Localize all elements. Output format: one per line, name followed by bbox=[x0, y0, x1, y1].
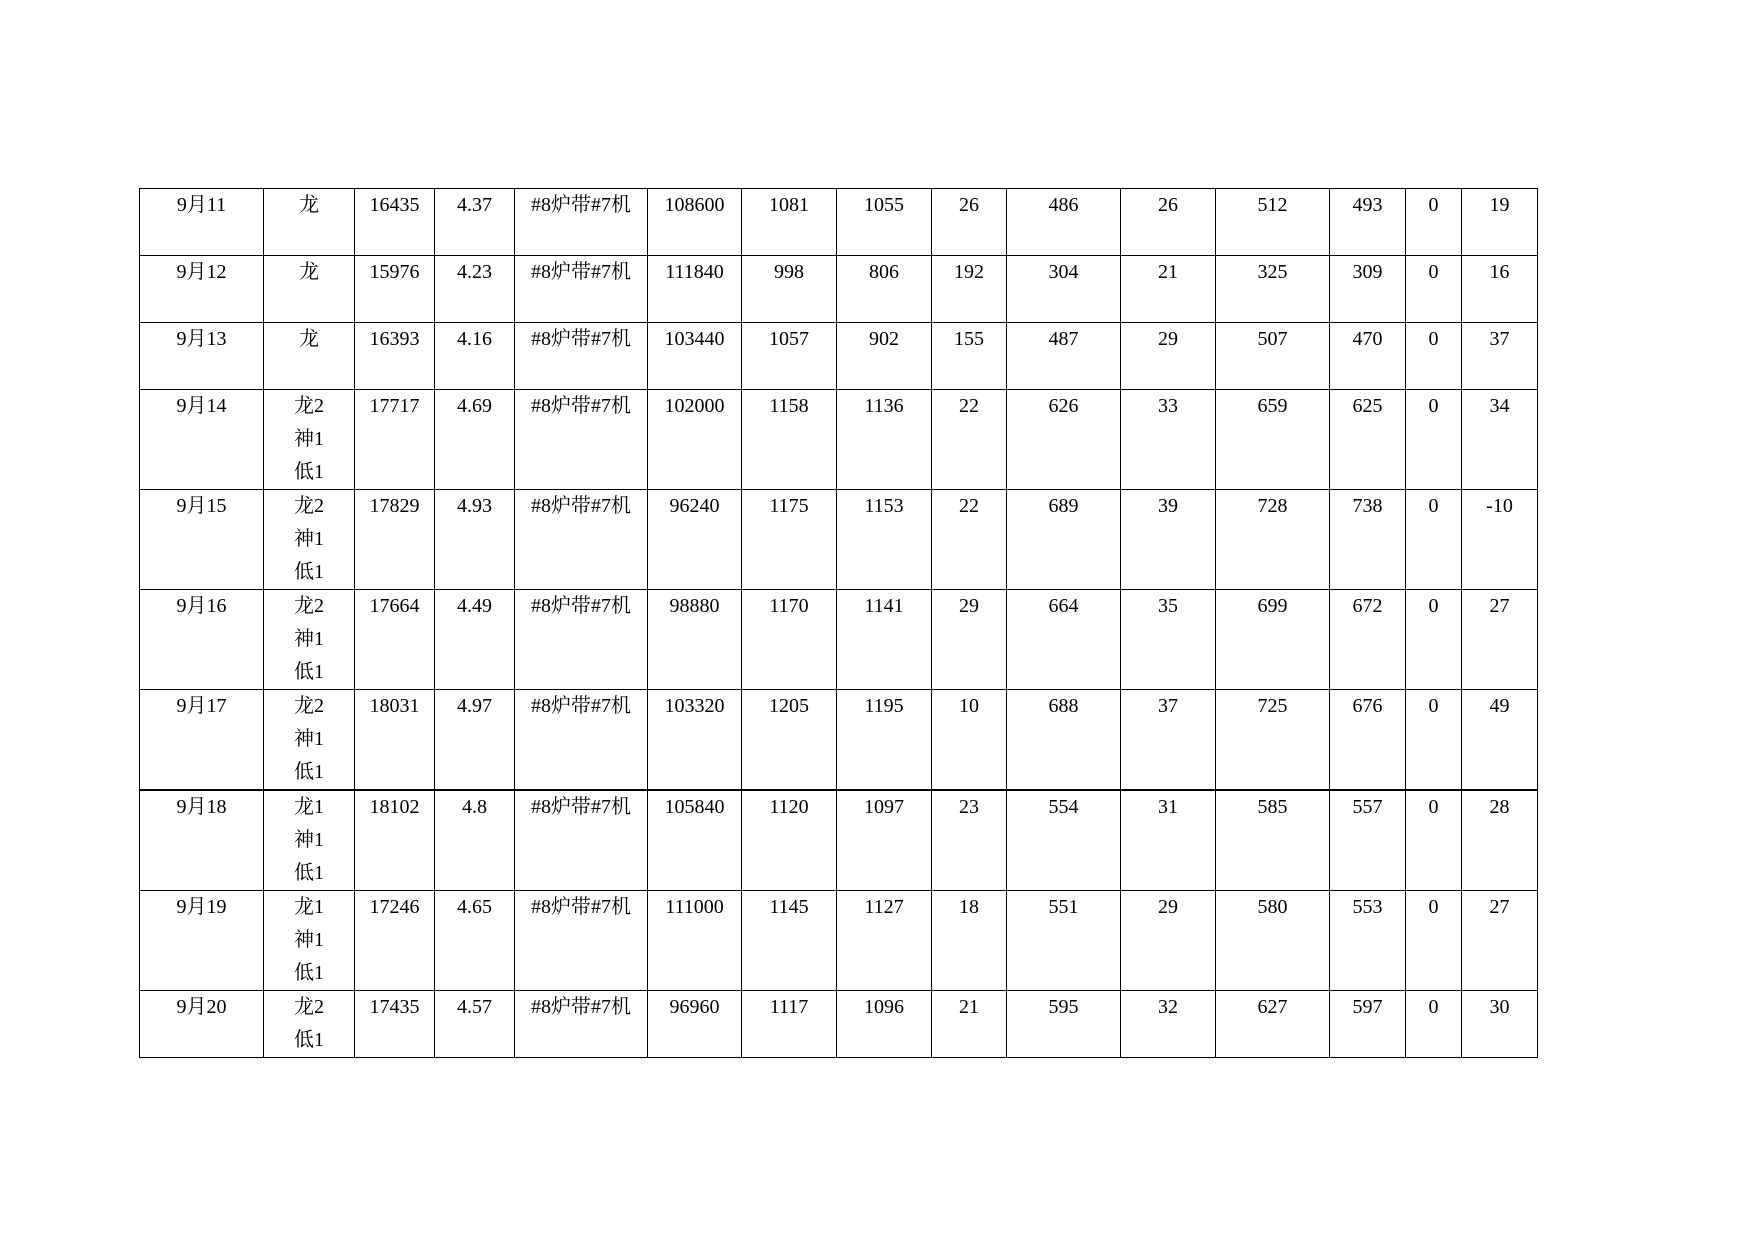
value-cell: 16393 bbox=[355, 323, 435, 390]
value-cell: 49 bbox=[1462, 690, 1538, 791]
value-cell: 111840 bbox=[648, 256, 742, 323]
value-cell: 676 bbox=[1330, 690, 1406, 791]
value-cell: 512 bbox=[1216, 189, 1330, 256]
value-cell: 672 bbox=[1330, 590, 1406, 690]
value-cell: 597 bbox=[1330, 991, 1406, 1058]
value-cell: 4.23 bbox=[435, 256, 515, 323]
value-cell: 96240 bbox=[648, 490, 742, 590]
table-row bbox=[140, 690, 1538, 791]
value-cell: 29 bbox=[1121, 323, 1216, 390]
value-cell: 4.37 bbox=[435, 189, 515, 256]
value-cell: 0 bbox=[1406, 991, 1462, 1058]
value-cell: 1127 bbox=[837, 891, 932, 991]
date-cell: 9月11 bbox=[140, 189, 264, 256]
value-cell: 1097 bbox=[837, 790, 932, 891]
value-cell: 27 bbox=[1462, 891, 1538, 991]
value-cell: 1117 bbox=[742, 991, 837, 1058]
value-cell: 470 bbox=[1330, 323, 1406, 390]
value-cell: 626 bbox=[1007, 390, 1121, 490]
date-cell: 9月18 bbox=[140, 790, 264, 891]
value-cell: 689 bbox=[1007, 490, 1121, 590]
value-cell: 4.57 bbox=[435, 991, 515, 1058]
date-cell: 9月12 bbox=[140, 256, 264, 323]
value-cell: 738 bbox=[1330, 490, 1406, 590]
value-cell: 0 bbox=[1406, 390, 1462, 490]
value-cell: 26 bbox=[1121, 189, 1216, 256]
value-cell: 699 bbox=[1216, 590, 1330, 690]
value-cell: 4.65 bbox=[435, 891, 515, 991]
value-cell: 98880 bbox=[648, 590, 742, 690]
value-cell: 29 bbox=[1121, 891, 1216, 991]
value-cell: 17435 bbox=[355, 991, 435, 1058]
value-cell: 21 bbox=[932, 991, 1007, 1058]
value-cell: 4.69 bbox=[435, 390, 515, 490]
value-cell: 33 bbox=[1121, 390, 1216, 490]
coal-cell: 龙 bbox=[264, 256, 355, 323]
value-cell: 1145 bbox=[742, 891, 837, 991]
value-cell: 32 bbox=[1121, 991, 1216, 1058]
value-cell: 18 bbox=[932, 891, 1007, 991]
value-cell: 493 bbox=[1330, 189, 1406, 256]
date-cell: 9月14 bbox=[140, 390, 264, 490]
value-cell: 4.49 bbox=[435, 590, 515, 690]
value-cell: 16435 bbox=[355, 189, 435, 256]
coal-cell: 龙2 神1 低1 bbox=[264, 590, 355, 690]
coal-cell: 龙2 神1 低1 bbox=[264, 690, 355, 791]
value-cell: 1195 bbox=[837, 690, 932, 791]
value-cell: 902 bbox=[837, 323, 932, 390]
coal-cell: 龙 bbox=[264, 189, 355, 256]
value-cell: 29 bbox=[932, 590, 1007, 690]
value-cell: 1057 bbox=[742, 323, 837, 390]
value-cell: 103320 bbox=[648, 690, 742, 791]
table-row bbox=[140, 590, 1538, 690]
value-cell: 31 bbox=[1121, 790, 1216, 891]
unit-cell: #8炉带#7机 bbox=[515, 590, 648, 690]
value-cell: 105840 bbox=[648, 790, 742, 891]
value-cell: 0 bbox=[1406, 690, 1462, 791]
coal-cell: 龙 bbox=[264, 323, 355, 390]
table-row bbox=[140, 189, 1538, 256]
value-cell: 17717 bbox=[355, 390, 435, 490]
value-cell: 0 bbox=[1406, 590, 1462, 690]
value-cell: 0 bbox=[1406, 189, 1462, 256]
value-cell: 1136 bbox=[837, 390, 932, 490]
value-cell: 35 bbox=[1121, 590, 1216, 690]
value-cell: 4.16 bbox=[435, 323, 515, 390]
value-cell: 22 bbox=[932, 490, 1007, 590]
value-cell: 192 bbox=[932, 256, 1007, 323]
value-cell: 806 bbox=[837, 256, 932, 323]
value-cell: 998 bbox=[742, 256, 837, 323]
value-cell: 28 bbox=[1462, 790, 1538, 891]
value-cell: 22 bbox=[932, 390, 1007, 490]
value-cell: 625 bbox=[1330, 390, 1406, 490]
value-cell: 16 bbox=[1462, 256, 1538, 323]
value-cell: 664 bbox=[1007, 590, 1121, 690]
value-cell: 507 bbox=[1216, 323, 1330, 390]
value-cell: 627 bbox=[1216, 991, 1330, 1058]
coal-cell: 龙2 低1 bbox=[264, 991, 355, 1058]
value-cell: 1141 bbox=[837, 590, 932, 690]
value-cell: 18031 bbox=[355, 690, 435, 791]
value-cell: 1175 bbox=[742, 490, 837, 590]
value-cell: 1170 bbox=[742, 590, 837, 690]
value-cell: 557 bbox=[1330, 790, 1406, 891]
date-cell: 9月17 bbox=[140, 690, 264, 791]
value-cell: 0 bbox=[1406, 256, 1462, 323]
value-cell: 17246 bbox=[355, 891, 435, 991]
value-cell: 10 bbox=[932, 690, 1007, 791]
value-cell: 18102 bbox=[355, 790, 435, 891]
date-cell: 9月20 bbox=[140, 991, 264, 1058]
value-cell: 26 bbox=[932, 189, 1007, 256]
value-cell: 304 bbox=[1007, 256, 1121, 323]
unit-cell: #8炉带#7机 bbox=[515, 690, 648, 791]
value-cell: 487 bbox=[1007, 323, 1121, 390]
value-cell: 0 bbox=[1406, 490, 1462, 590]
unit-cell: #8炉带#7机 bbox=[515, 490, 648, 590]
value-cell: 1120 bbox=[742, 790, 837, 891]
value-cell: 595 bbox=[1007, 991, 1121, 1058]
value-cell: 325 bbox=[1216, 256, 1330, 323]
coal-cell: 龙1 神1 低1 bbox=[264, 891, 355, 991]
value-cell: -10 bbox=[1462, 490, 1538, 590]
date-cell: 9月13 bbox=[140, 323, 264, 390]
value-cell: 37 bbox=[1462, 323, 1538, 390]
value-cell: 0 bbox=[1406, 323, 1462, 390]
value-cell: 30 bbox=[1462, 991, 1538, 1058]
value-cell: 688 bbox=[1007, 690, 1121, 791]
value-cell: 4.93 bbox=[435, 490, 515, 590]
value-cell: 1158 bbox=[742, 390, 837, 490]
value-cell: 0 bbox=[1406, 790, 1462, 891]
value-cell: 15976 bbox=[355, 256, 435, 323]
unit-cell: #8炉带#7机 bbox=[515, 390, 648, 490]
value-cell: 108600 bbox=[648, 189, 742, 256]
value-cell: 551 bbox=[1007, 891, 1121, 991]
value-cell: 27 bbox=[1462, 590, 1538, 690]
value-cell: 1205 bbox=[742, 690, 837, 791]
value-cell: 309 bbox=[1330, 256, 1406, 323]
value-cell: 17829 bbox=[355, 490, 435, 590]
value-cell: 155 bbox=[932, 323, 1007, 390]
unit-cell: #8炉带#7机 bbox=[515, 891, 648, 991]
value-cell: 23 bbox=[932, 790, 1007, 891]
value-cell: 4.97 bbox=[435, 690, 515, 791]
value-cell: 725 bbox=[1216, 690, 1330, 791]
unit-cell: #8炉带#7机 bbox=[515, 189, 648, 256]
value-cell: 102000 bbox=[648, 390, 742, 490]
table-row bbox=[140, 991, 1538, 1058]
table-row bbox=[140, 390, 1538, 490]
value-cell: 4.8 bbox=[435, 790, 515, 891]
unit-cell: #8炉带#7机 bbox=[515, 991, 648, 1058]
value-cell: 111000 bbox=[648, 891, 742, 991]
table-row bbox=[140, 790, 1538, 891]
unit-cell: #8炉带#7机 bbox=[515, 256, 648, 323]
value-cell: 103440 bbox=[648, 323, 742, 390]
unit-cell: #8炉带#7机 bbox=[515, 323, 648, 390]
value-cell: 486 bbox=[1007, 189, 1121, 256]
value-cell: 0 bbox=[1406, 891, 1462, 991]
coal-cell: 龙1 神1 低1 bbox=[264, 790, 355, 891]
value-cell: 39 bbox=[1121, 490, 1216, 590]
coal-cell: 龙2 神1 低1 bbox=[264, 390, 355, 490]
coal-cell: 龙2 神1 低1 bbox=[264, 490, 355, 590]
data-table bbox=[139, 188, 1538, 1058]
value-cell: 554 bbox=[1007, 790, 1121, 891]
value-cell: 728 bbox=[1216, 490, 1330, 590]
table-row bbox=[140, 490, 1538, 590]
value-cell: 96960 bbox=[648, 991, 742, 1058]
value-cell: 585 bbox=[1216, 790, 1330, 891]
table-row bbox=[140, 891, 1538, 991]
date-cell: 9月15 bbox=[140, 490, 264, 590]
value-cell: 659 bbox=[1216, 390, 1330, 490]
value-cell: 37 bbox=[1121, 690, 1216, 791]
value-cell: 1096 bbox=[837, 991, 932, 1058]
value-cell: 1153 bbox=[837, 490, 932, 590]
value-cell: 553 bbox=[1330, 891, 1406, 991]
value-cell: 1081 bbox=[742, 189, 837, 256]
value-cell: 17664 bbox=[355, 590, 435, 690]
value-cell: 580 bbox=[1216, 891, 1330, 991]
table-row bbox=[140, 323, 1538, 390]
date-cell: 9月19 bbox=[140, 891, 264, 991]
unit-cell: #8炉带#7机 bbox=[515, 790, 648, 891]
table-row bbox=[140, 256, 1538, 323]
value-cell: 34 bbox=[1462, 390, 1538, 490]
date-cell: 9月16 bbox=[140, 590, 264, 690]
value-cell: 19 bbox=[1462, 189, 1538, 256]
value-cell: 21 bbox=[1121, 256, 1216, 323]
value-cell: 1055 bbox=[837, 189, 932, 256]
